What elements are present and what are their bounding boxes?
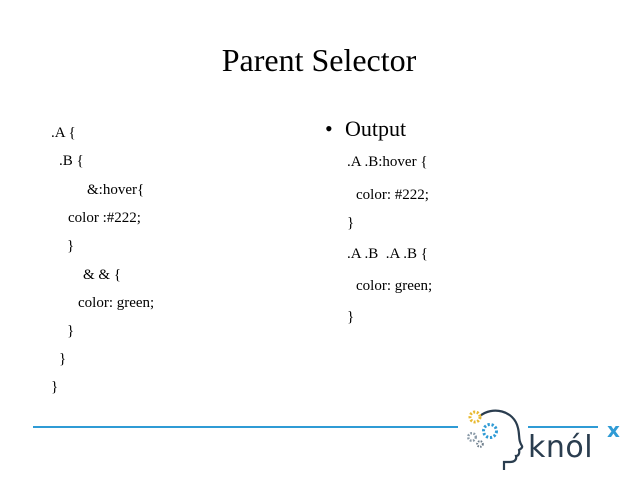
code-line: .A { (51, 125, 76, 141)
footer-divider-right (528, 426, 598, 428)
output-code-line: } (347, 309, 355, 325)
footer-divider (33, 426, 458, 428)
code-line: & & { (83, 267, 122, 283)
code-line: .B { (59, 153, 84, 169)
output-code-line: .A .B .A .B { (347, 246, 428, 262)
output-code-line: } (347, 215, 355, 231)
output-code-line: color: green; (356, 278, 433, 294)
bullet-label: Output (345, 116, 407, 141)
head-gears-icon (458, 404, 528, 472)
output-code-line: color: #222; (356, 187, 429, 203)
code-line: } (59, 351, 67, 367)
logo-wordmark: knól (528, 430, 594, 465)
code-line: } (51, 379, 59, 395)
code-line: color :#222; (68, 210, 141, 226)
bullet-dot-icon: • (325, 116, 333, 141)
logo-superscript: x (607, 418, 620, 442)
code-line: } (67, 323, 75, 339)
output-bullet (325, 115, 406, 143)
output-code-line: .A .B:hover { (347, 154, 428, 170)
code-line: &:hover{ (87, 182, 145, 198)
code-line: } (67, 238, 75, 254)
code-line: color: green; (78, 295, 155, 311)
slide-title: Parent Selector (221, 42, 417, 78)
left-code-block (0, 0, 300, 479)
